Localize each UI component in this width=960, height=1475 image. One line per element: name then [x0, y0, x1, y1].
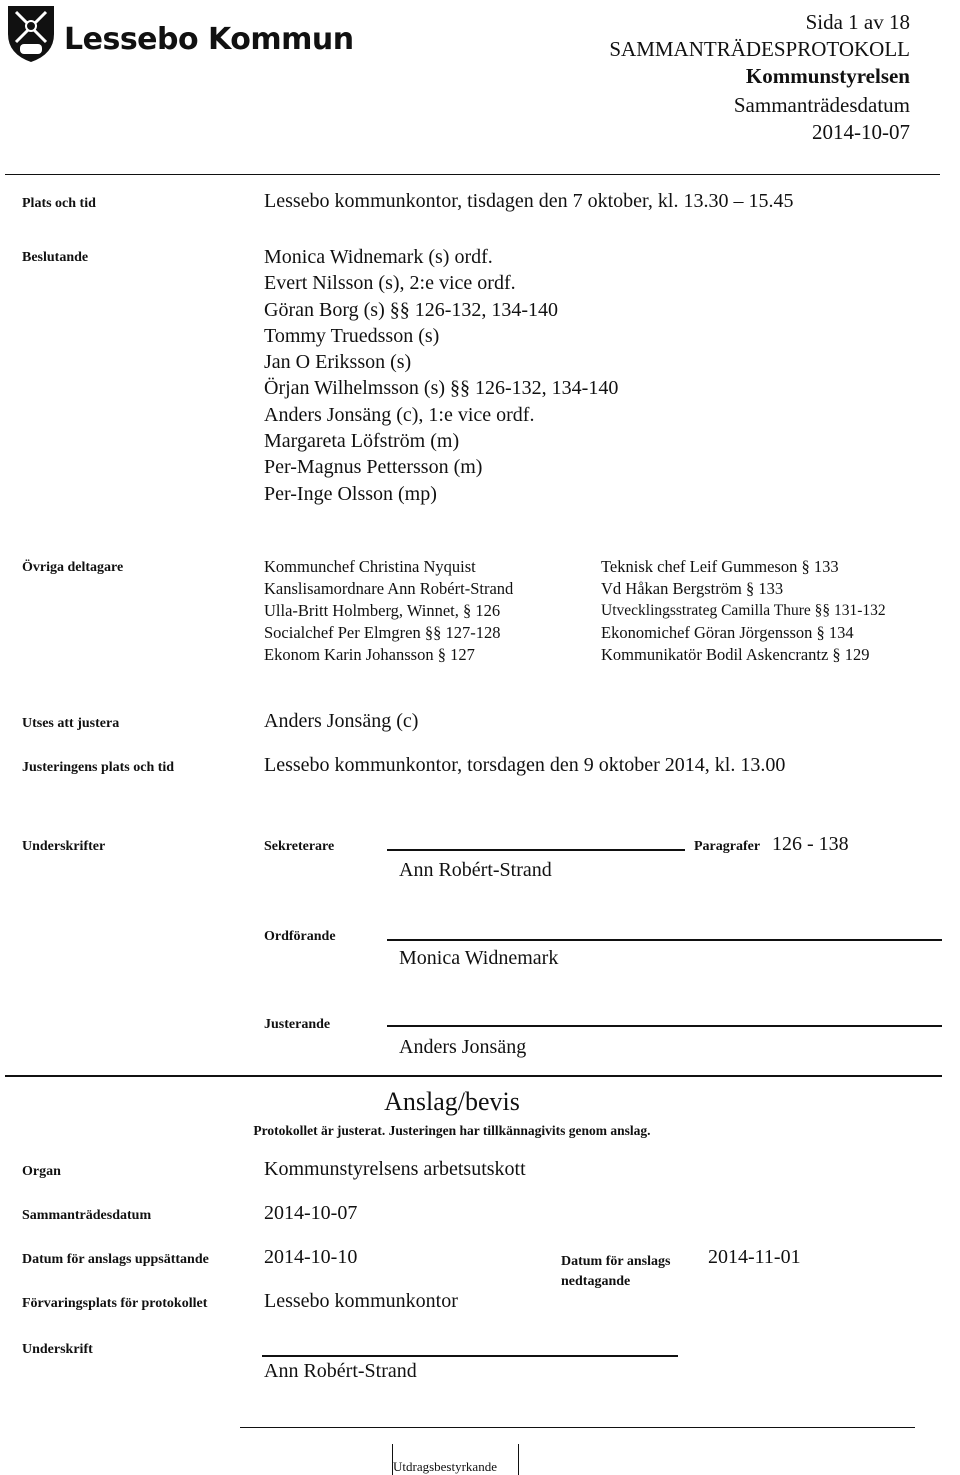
member: Monica Widnemark (s) ordf. — [264, 246, 493, 268]
underskrift-signature-line — [262, 1355, 678, 1357]
paragrafer-value: 126 - 138 — [772, 833, 849, 855]
ordforande-signature-line — [387, 939, 942, 941]
anslag-datum-label: Sammanträdesdatum — [22, 1208, 152, 1223]
forvaring-label: Förvaringsplats för protokollet — [22, 1296, 208, 1311]
ovriga-col2 — [601, 556, 886, 666]
justera-value: Anders Jonsäng (c) — [264, 710, 419, 732]
member: Anders Jonsäng (c), 1:e vice ordf. — [264, 403, 535, 426]
participant: Kommunikatör Bodil Askencrantz § 129 — [601, 645, 870, 664]
participant: Ekonom Karin Johansson § 127 — [264, 645, 475, 664]
footer-divider — [240, 1427, 915, 1428]
nedtagande-value: 2014-11-01 — [708, 1246, 801, 1268]
ordforande-label: Ordförande — [264, 929, 336, 944]
member: Per-Magnus Pettersson (m) — [264, 456, 483, 479]
participant: Kanslisamordnare Ann Robért-Strand — [264, 579, 514, 598]
beslutande-list — [264, 244, 618, 507]
member: Örjan Wilhelmsson (s) §§ 126-132, 134-140 — [264, 377, 619, 400]
footer-text: Utdragsbestyrkande — [393, 1459, 497, 1474]
participant: Ulla-Britt Holmberg, Winnet, § 126 — [264, 601, 501, 620]
meeting-date-label: Sammanträdesdatum — [733, 93, 910, 117]
header-divider — [5, 174, 940, 175]
plats-value: Lessebo kommunkontor, tisdagen den 7 oktober, kl. 13.30 – 15.45 — [264, 190, 794, 212]
anslag-divider — [5, 1075, 942, 1077]
page-number: Sida 1 av 18 — [805, 10, 910, 34]
member: Tommy Truedsson (s) — [264, 324, 440, 347]
nedtagande-label-line2: nedtagande — [561, 1274, 631, 1289]
justeringsplats-value: Lessebo kommunkontor, torsdagen den 9 oktober 2014, kl. 13.00 — [264, 754, 786, 776]
participant: Ekonomichef Göran Jörgensson § 134 — [601, 623, 854, 642]
organ-value: Kommunstyrelsens arbetsutskott — [264, 1158, 526, 1180]
logo — [6, 4, 56, 64]
beslutande-label: Beslutande — [22, 250, 89, 265]
anslag-datum-value: 2014-10-07 — [264, 1202, 358, 1224]
underskrifter-label: Underskrifter — [22, 839, 106, 854]
anslag-subtitle: Protokollet är justerat. Justeringen har tillkännagivits genom anslag. — [253, 1123, 651, 1138]
justerande-label: Justerande — [264, 1017, 331, 1032]
nedtagande-label-line1: Datum för anslags — [561, 1254, 671, 1269]
meeting-date: 2014-10-07 — [812, 120, 910, 144]
uppsattande-label: Datum för anslags uppsättande — [22, 1252, 209, 1267]
member: Jan O Eriksson (s) — [264, 351, 412, 374]
anslag-title: Anslag/bevis — [384, 1087, 520, 1116]
underskrift-name: Ann Robért-Strand — [264, 1360, 417, 1382]
member: Margareta Löfström (m) — [264, 430, 460, 453]
paragrafer-label: Paragrafer — [694, 839, 761, 854]
participant: Kommunchef Christina Nyquist — [264, 557, 476, 576]
underskrift-label: Underskrift — [22, 1342, 93, 1357]
member: Evert Nilsson (s), 2:e vice ordf. — [264, 272, 516, 295]
justerande-signature-line — [387, 1025, 942, 1027]
participant: Teknisk chef Leif Gummeson § 133 — [601, 557, 839, 576]
logo-text: Lessebo Kommun — [64, 22, 354, 57]
document-type: SAMMANTRÄDESPROTOKOLL — [609, 37, 910, 61]
forvaring-value: Lessebo kommunkontor — [264, 1290, 458, 1312]
member: Per-Inge Olsson (mp) — [264, 482, 437, 505]
ordforande-name: Monica Widnemark — [399, 947, 559, 969]
municipal-crest-icon — [6, 4, 56, 64]
member: Göran Borg (s) §§ 126-132, 134-140 — [264, 298, 559, 321]
organ-label: Organ — [22, 1164, 61, 1179]
ovriga-col1 — [264, 556, 513, 666]
organ-title: Kommunstyrelsen — [745, 64, 910, 88]
participant: Socialchef Per Elmgren §§ 127-128 — [264, 623, 501, 642]
uppsattande-value: 2014-10-10 — [264, 1246, 358, 1268]
justeringsplats-label: Justeringens plats och tid — [22, 760, 175, 775]
ovriga-label: Övriga deltagare — [22, 560, 124, 575]
nedtagande-label — [561, 1252, 670, 1292]
participant: Utvecklingsstrateg Camilla Thure §§ 131-132 — [601, 602, 886, 619]
sekreterare-name: Ann Robért-Strand — [399, 859, 552, 881]
justerande-name: Anders Jonsäng — [399, 1036, 527, 1058]
plats-label: Plats och tid — [22, 196, 96, 211]
sekreterare-signature-line — [387, 849, 685, 851]
participant: Vd Håkan Bergström § 133 — [601, 579, 784, 598]
justera-label: Utses att justera — [22, 716, 120, 731]
sekreterare-label: Sekreterare — [264, 839, 335, 854]
footer-box-right — [518, 1444, 519, 1475]
